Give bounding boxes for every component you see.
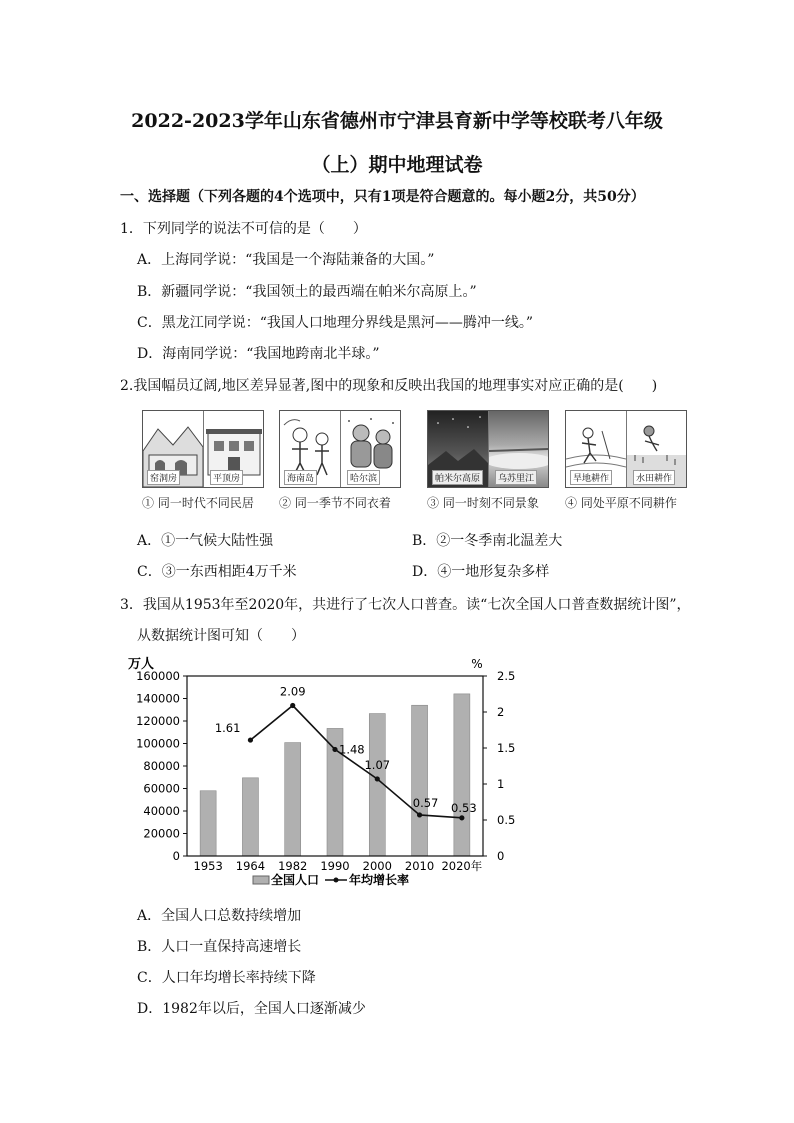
right-axis-unit-label: %	[471, 657, 483, 671]
left-tick-label: 140000	[136, 691, 180, 706]
category-tick-label: 2000	[362, 859, 392, 873]
legend-population-label: 全国人口	[271, 873, 320, 887]
left-tick-label: 60000	[143, 781, 180, 796]
panel3-left-label: 帕米尔高原	[432, 470, 483, 485]
panel3-caption: ③ 同一时刻不同景象	[427, 496, 539, 510]
q2-stem: 2.我国幅员辽阔,地区差异显著,图中的现象和反映出我国的地理事实对应正确的是( )	[120, 378, 658, 394]
growth-rate-point	[459, 815, 464, 820]
q1-option-d: D．海南同学说：“我国地跨南北半球。”	[137, 346, 380, 362]
panel1-right-label: 平顶房	[210, 470, 243, 485]
growth-rate-point	[332, 747, 337, 752]
q3-option-a: A．全国人口总数持续增加	[137, 908, 302, 924]
left-tick-label: 120000	[136, 714, 180, 728]
left-axis-unit-label: 万人	[127, 657, 155, 672]
category-tick-label: 2010	[404, 859, 435, 873]
population-bar	[242, 778, 258, 856]
q2-option-a: A．①一气候大陆性强	[137, 533, 274, 549]
q3-option-b: B．人口一直保持高速增长	[137, 939, 302, 955]
q1-option-c: C．黑龙江同学说：“我国人口地理分界线是黑河——腾冲一线。”	[137, 315, 534, 331]
right-tick-label: 0.5	[497, 813, 515, 827]
q2-figure-panel-4	[565, 410, 687, 514]
growth-rate-point	[290, 703, 295, 708]
population-bar	[200, 791, 216, 856]
flat-roof-house-illustration	[204, 411, 264, 487]
hainan-summer-clothing-illustration	[280, 411, 341, 487]
growth-rate-data-label: 1.07	[364, 757, 391, 772]
paper-title-line2: （上）期中地理试卷	[311, 154, 483, 176]
panel2-left-label: 海南岛	[284, 470, 317, 485]
harbin-winter-clothing-illustration	[341, 411, 401, 487]
panel4-caption: ④ 同处平原不同耕作	[565, 496, 677, 510]
category-tick-label: 2020年	[441, 859, 483, 873]
panel1-caption: ① 同一时代不同民居	[142, 496, 254, 510]
panel1-left-label: 窑洞房	[147, 470, 180, 485]
right-tick-label: 1	[497, 777, 505, 791]
left-tick-label: 20000	[143, 826, 180, 841]
category-tick-label: 1982	[278, 859, 308, 873]
q1-option-b: B．新疆同学说：“我国领土的最西端在帕米尔高原上。”	[137, 284, 477, 300]
q3-option-c: C．人口年均增长率持续下降	[137, 970, 316, 986]
panel4-left-label: 旱地耕作	[570, 470, 612, 485]
cave-house-illustration	[143, 411, 204, 487]
panel2-right-label: 哈尔滨	[347, 470, 380, 485]
growth-rate-data-label: 0.57	[412, 795, 439, 810]
q2-figure-panel-1	[142, 410, 264, 514]
population-bar	[454, 694, 470, 856]
paper-title-line1: 2022-2023学年山东省德州市宁津县育新中学等校联考八年级	[131, 110, 663, 132]
growth-rate-data-label: 1.61	[214, 721, 241, 736]
wusuli-river-photo	[489, 411, 549, 487]
paddy-farming-illustration	[627, 411, 687, 487]
growth-rate-data-label: 1.48	[339, 742, 365, 757]
q2-figure-panel-2	[279, 410, 401, 514]
q3-stem-line2: 从数据统计图可知（ ）	[137, 628, 305, 644]
left-tick-label: 100000	[136, 736, 180, 751]
section-heading: 一、选择题（下列各题的4个选项中，只有1项是符合题意的。每小题2分，共50分）	[120, 189, 645, 205]
q3-option-d: D．1982年以后，全国人口逐渐减少	[137, 1001, 366, 1017]
population-census-chart	[115, 652, 515, 892]
right-tick-label: 1.5	[497, 741, 515, 755]
left-tick-label: 0	[172, 849, 180, 863]
dryland-farming-illustration	[566, 411, 627, 487]
category-tick-label: 1964	[235, 859, 266, 873]
category-tick-label: 1990	[320, 859, 350, 873]
growth-rate-point	[375, 776, 380, 781]
growth-rate-point	[417, 812, 422, 817]
right-tick-label: 0	[497, 849, 505, 863]
left-tick-label: 40000	[143, 804, 180, 818]
legend-growth-label: 年均增长率	[349, 873, 410, 887]
q2-option-d: D．④一地形复杂多样	[412, 564, 550, 580]
population-bar	[412, 705, 428, 856]
growth-rate-point	[248, 737, 253, 742]
q2-figure-panel-3	[427, 410, 549, 514]
category-tick-label: 1953	[193, 859, 223, 873]
left-tick-label: 160000	[136, 669, 180, 683]
panel2-caption: ② 同一季节不同衣着	[279, 496, 391, 510]
population-bar	[369, 714, 385, 856]
legend-growth-marker	[334, 878, 339, 883]
q3-stem-line1: 3．我国从1953年至2020年，共进行了七次人口普查。读“七次全国人口普查数据统计图”，	[120, 597, 691, 613]
left-tick-label: 80000	[143, 759, 180, 773]
q1-stem: 1．下列同学的说法不可信的是（ ）	[120, 221, 367, 237]
q2-option-b: B．②一冬季南北温差大	[412, 533, 563, 549]
q1-option-a: A．上海同学说：“我国是一个海陆兼备的大国。”	[137, 252, 435, 268]
growth-rate-data-label: 2.09	[279, 684, 306, 699]
legend-population-swatch	[253, 876, 269, 884]
right-tick-label: 2.5	[497, 669, 515, 683]
panel3-right-label: 乌苏里江	[495, 470, 537, 485]
population-bar	[285, 743, 301, 856]
panel4-right-label: 水田耕作	[633, 470, 675, 485]
right-tick-label: 2	[497, 705, 505, 719]
pamir-night-photo	[428, 411, 489, 487]
q2-option-c: C．③一东西相距4万千米	[137, 564, 297, 580]
growth-rate-data-label: 0.53	[451, 800, 477, 815]
